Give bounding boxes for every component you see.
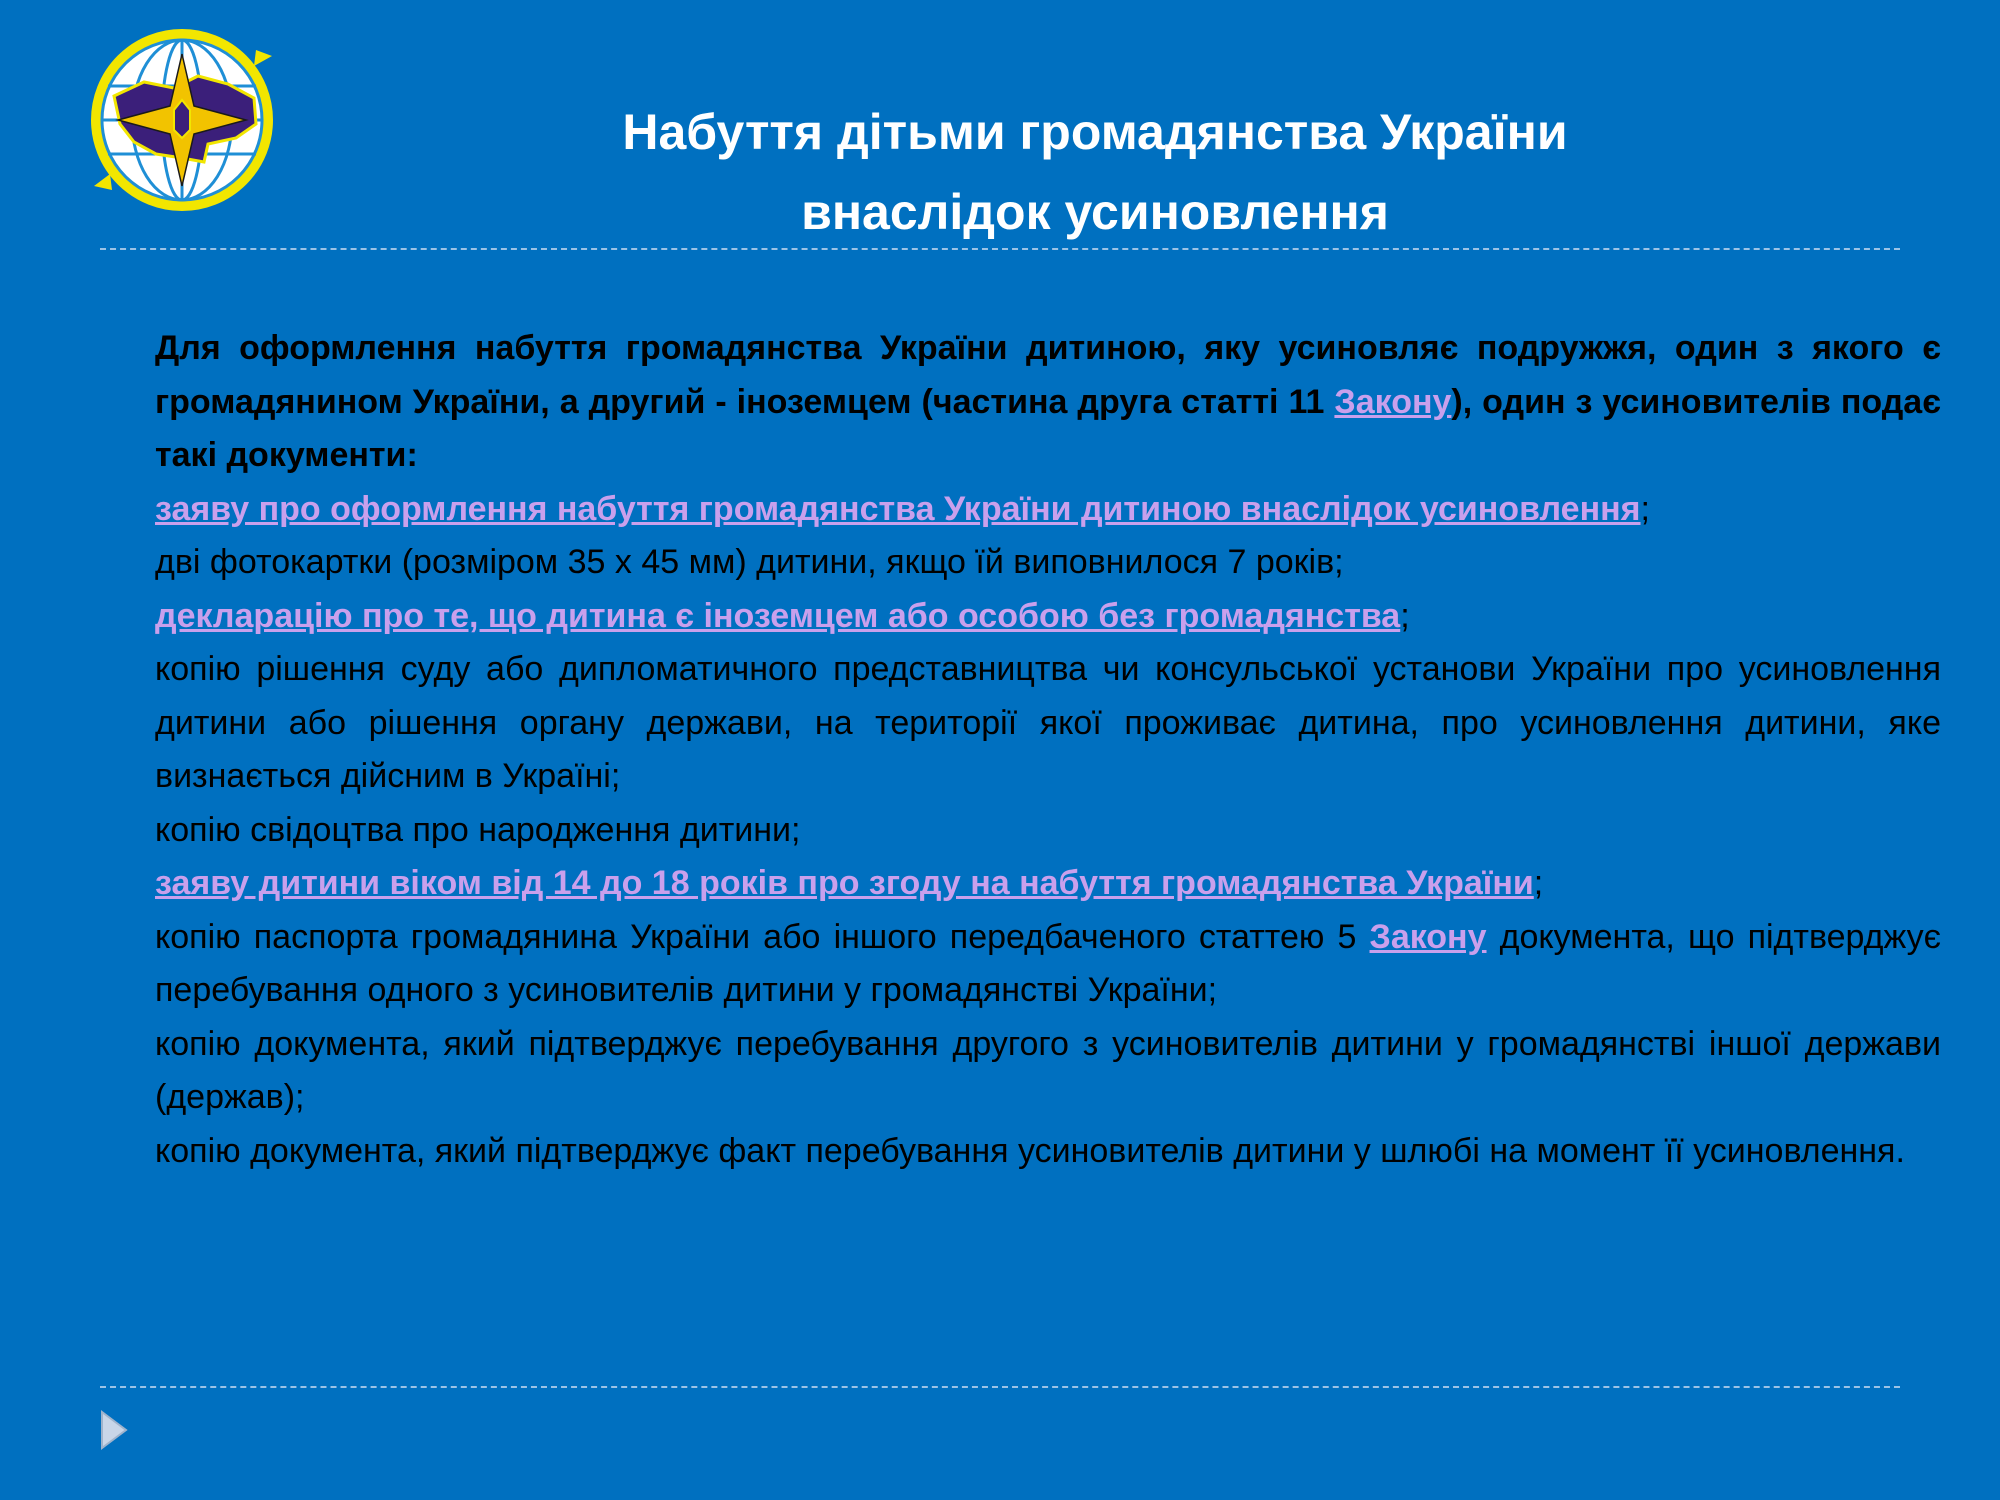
slide-body [155,322,1941,1178]
item-punctuation: ; [1533,864,1544,902]
title-line-1: Набуття дітьми громадянства України [622,104,1568,160]
bottom-divider [100,1386,1900,1388]
list-item [155,483,1941,537]
list-item: копію рішення суду або дипломатичного представництва чи консульської установи України про усиновлення дитини або рішення органу держави, на території якої проживає дитина, про усиновлення дитини, яке визнається дійсним в Україні; [155,650,1941,795]
top-divider [100,248,1900,250]
item-text: копію паспорта громадянина України або іншого передбаченого статтею 5 [155,917,1370,956]
law-link-article-5[interactable]: Закону [1369,917,1487,956]
declaration-form-link[interactable]: декларацію про те, що дитина є іноземцем або особою без громадянства [155,596,1401,635]
list-item: копію свідоцтва про народження дитини; [155,810,801,849]
item-text-end: документа, що підтверджує перебування одного з усиновителів дитини у громадянстві України; [155,917,1941,1009]
slide-title [350,92,1840,252]
list-item: копію документа, який підтверджує перебування другого з усиновителів дитини у громадянстві іншої держави (держав); [155,1024,1941,1116]
emblem-logo [86,26,278,214]
list-item: дві фотокартки (розміром 35 х 45 мм) дитини, якщо їй виповнилося 7 років; [155,543,1344,581]
intro-text-end: ), один з усиновителів подає такі документи: [155,382,1941,474]
title-line-2: внаслідок усиновлення [801,184,1389,240]
list-item [155,857,1941,911]
intro-paragraph [155,322,1941,483]
item-punctuation: ; [1400,596,1410,635]
intro-text: Для оформлення набуття громадянства України дитиною, яку усиновляє подружжя, один з якого є громадянином України, а другий - іноземцем (частина друга статті 11 [155,329,1941,421]
list-item: копію документа, який підтверджує факт перебування усиновителів дитини у шлюбі на момент її усиновлення. [155,1131,1905,1170]
item-punctuation: ; [1640,489,1650,528]
next-slide-arrow-icon[interactable] [100,1410,128,1450]
list-item [155,911,1941,1018]
list-item [155,590,1941,644]
application-form-link[interactable]: заяву про оформлення набуття громадянства України дитиною внаслідок усиновлення [155,489,1641,528]
globe-emblem-icon [86,26,278,214]
child-consent-form-link[interactable]: заяву дитини віком від 14 до 18 років про згоду на набуття громадянства України [155,864,1534,902]
law-link[interactable]: Закону [1334,382,1452,421]
